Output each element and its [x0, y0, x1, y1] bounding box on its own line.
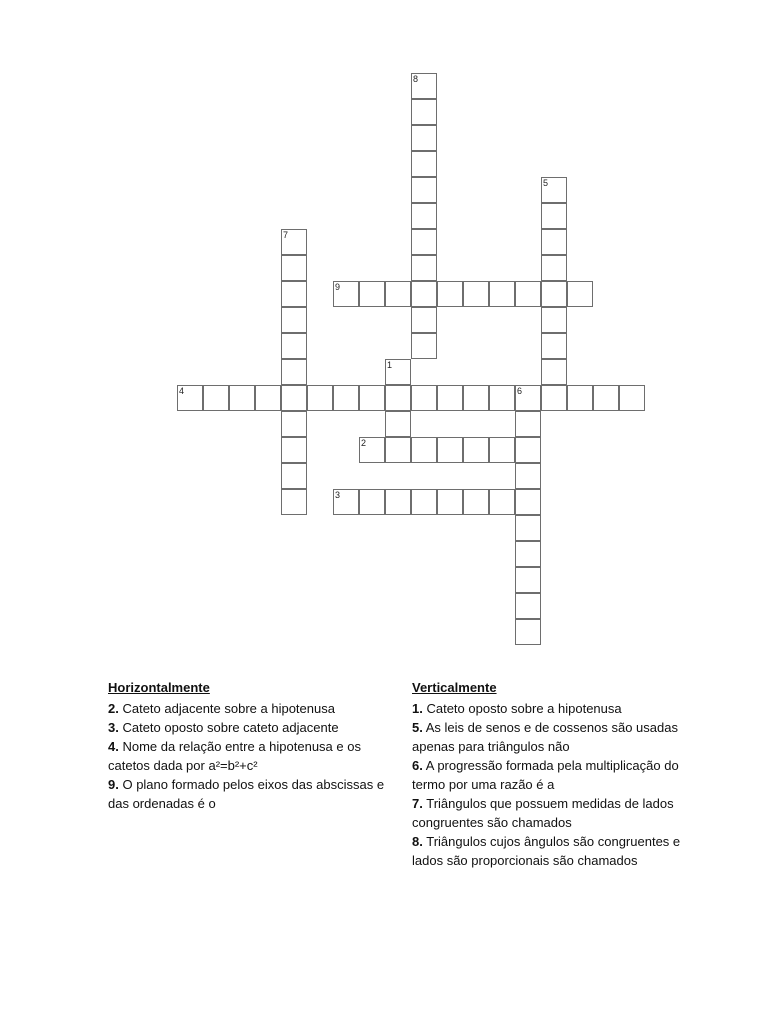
grid-cell[interactable]: [541, 229, 567, 255]
clue-number-label: 4: [179, 386, 185, 396]
grid-cell[interactable]: [515, 281, 541, 307]
clue-across-9: [108, 775, 400, 813]
grid-cell[interactable]: [541, 333, 567, 359]
across-clues: [108, 678, 400, 813]
grid-cell[interactable]: [463, 281, 489, 307]
grid-cell[interactable]: [359, 489, 385, 515]
clue-text: O plano formado pelos eixos das abscissas e das ordenadas é o: [108, 777, 385, 811]
grid-cell[interactable]: [333, 385, 359, 411]
grid-cell[interactable]: [385, 489, 411, 515]
clue-down-5: [412, 718, 708, 756]
grid-cell[interactable]: [541, 177, 567, 203]
clue-number: 2.: [108, 701, 119, 716]
clue-text: Triângulos cujos ângulos são congruentes e lados são proporcionais são chamados: [412, 834, 681, 868]
grid-cell[interactable]: [515, 593, 541, 619]
grid-cell[interactable]: [385, 281, 411, 307]
clue-number: 4.: [108, 739, 119, 754]
grid-cell[interactable]: [541, 307, 567, 333]
clue-number-label: 8: [413, 74, 419, 84]
grid-cell[interactable]: [203, 385, 229, 411]
clue-across-4: [108, 737, 400, 775]
clue-number: 7.: [412, 796, 423, 811]
grid-cell[interactable]: [515, 515, 541, 541]
grid-cell[interactable]: [359, 437, 385, 463]
clue-across-3: [108, 718, 400, 737]
grid-cell[interactable]: [463, 385, 489, 411]
grid-cell[interactable]: [385, 411, 411, 437]
clue-text: Nome da relação entre a hipotenusa e os catetos dada por a²=b²+c²: [108, 739, 361, 773]
grid-cell[interactable]: [541, 385, 567, 411]
grid-cell[interactable]: [411, 489, 437, 515]
grid-cell[interactable]: [229, 385, 255, 411]
grid-cell[interactable]: [515, 463, 541, 489]
grid-cell[interactable]: [281, 229, 307, 255]
grid-cell[interactable]: [281, 437, 307, 463]
clue-text: Cateto adjacente sobre a hipotenusa: [122, 701, 335, 716]
grid-cell[interactable]: [385, 385, 411, 411]
grid-cell[interactable]: [437, 437, 463, 463]
grid-cell[interactable]: [281, 255, 307, 281]
grid-cell[interactable]: [359, 281, 385, 307]
grid-cell[interactable]: [437, 385, 463, 411]
grid-cell[interactable]: [411, 307, 437, 333]
grid-cell[interactable]: [177, 385, 203, 411]
grid-cell[interactable]: [515, 567, 541, 593]
grid-cell[interactable]: [541, 203, 567, 229]
grid-cell[interactable]: [411, 385, 437, 411]
clue-number: 3.: [108, 720, 119, 735]
grid-cell[interactable]: [515, 411, 541, 437]
grid-cell[interactable]: [281, 307, 307, 333]
grid-cell[interactable]: [463, 437, 489, 463]
clue-number: 5.: [412, 720, 423, 735]
down-clues: [412, 678, 708, 870]
grid-cell[interactable]: [281, 281, 307, 307]
clue-text: Cateto oposto sobre cateto adjacente: [122, 720, 339, 735]
grid-cell[interactable]: [515, 385, 541, 411]
clue-number: 9.: [108, 777, 119, 792]
clue-down-7: [412, 794, 708, 832]
grid-cell[interactable]: [255, 385, 281, 411]
grid-cell[interactable]: [411, 229, 437, 255]
down-heading: Verticalmente: [412, 680, 497, 695]
grid-cell[interactable]: [281, 411, 307, 437]
grid-cell[interactable]: [385, 359, 411, 385]
grid-cell[interactable]: [567, 385, 593, 411]
grid-cell[interactable]: [489, 385, 515, 411]
clue-across-2: [108, 699, 400, 718]
grid-cell[interactable]: [515, 541, 541, 567]
grid-cell[interactable]: [437, 489, 463, 515]
grid-cell[interactable]: [281, 359, 307, 385]
clue-number-label: 3: [335, 490, 341, 500]
grid-cell[interactable]: [593, 385, 619, 411]
grid-cell[interactable]: [541, 255, 567, 281]
clue-down-8: [412, 832, 708, 870]
clue-down-6: [412, 756, 708, 794]
grid-cell[interactable]: [333, 489, 359, 515]
grid-cell[interactable]: [489, 489, 515, 515]
clue-text: A progressão formada pela multiplicação do termo por uma razão é a: [412, 758, 679, 792]
clue-number-label: 5: [543, 178, 549, 188]
grid-cell[interactable]: [411, 255, 437, 281]
clue-number-label: 6: [517, 386, 523, 396]
grid-cell[interactable]: [515, 489, 541, 515]
clue-text: As leis de senos e de cossenos são usadas apenas para triângulos não: [412, 720, 678, 754]
clue-number-label: 7: [283, 230, 289, 240]
grid-cell[interactable]: [411, 177, 437, 203]
grid-cell[interactable]: [489, 281, 515, 307]
clue-text: Triângulos que possuem medidas de lados congruentes são chamados: [412, 796, 674, 830]
grid-cell[interactable]: [411, 203, 437, 229]
grid-cell[interactable]: [359, 385, 385, 411]
grid-cell[interactable]: [333, 281, 359, 307]
grid-cell[interactable]: [307, 385, 333, 411]
grid-cell[interactable]: [411, 333, 437, 359]
clue-number: 1.: [412, 701, 423, 716]
grid-cell[interactable]: [541, 359, 567, 385]
grid-cell[interactable]: [515, 437, 541, 463]
grid-cell[interactable]: [411, 281, 437, 307]
grid-cell[interactable]: [619, 385, 645, 411]
grid-cell[interactable]: [281, 333, 307, 359]
clue-number-label: 1: [387, 360, 393, 370]
grid-cell[interactable]: [385, 437, 411, 463]
grid-cell[interactable]: [411, 437, 437, 463]
clue-number: 6.: [412, 758, 423, 773]
grid-cell[interactable]: [411, 151, 437, 177]
clue-number-label: 9: [335, 282, 341, 292]
grid-cell[interactable]: [411, 125, 437, 151]
grid-cell[interactable]: [281, 489, 307, 515]
clue-text: Cateto oposto sobre a hipotenusa: [426, 701, 622, 716]
grid-cell[interactable]: [437, 281, 463, 307]
grid-cell[interactable]: [411, 99, 437, 125]
clue-down-1: [412, 699, 708, 718]
clue-number: 8.: [412, 834, 423, 849]
grid-cell[interactable]: [541, 281, 567, 307]
grid-cell[interactable]: [411, 73, 437, 99]
grid-cell[interactable]: [515, 619, 541, 645]
grid-cell[interactable]: [281, 385, 307, 411]
clue-number-label: 2: [361, 438, 367, 448]
across-heading: Horizontalmente: [108, 680, 210, 695]
grid-cell[interactable]: [281, 463, 307, 489]
grid-cell[interactable]: [489, 437, 515, 463]
grid-cell[interactable]: [567, 281, 593, 307]
grid-cell[interactable]: [463, 489, 489, 515]
